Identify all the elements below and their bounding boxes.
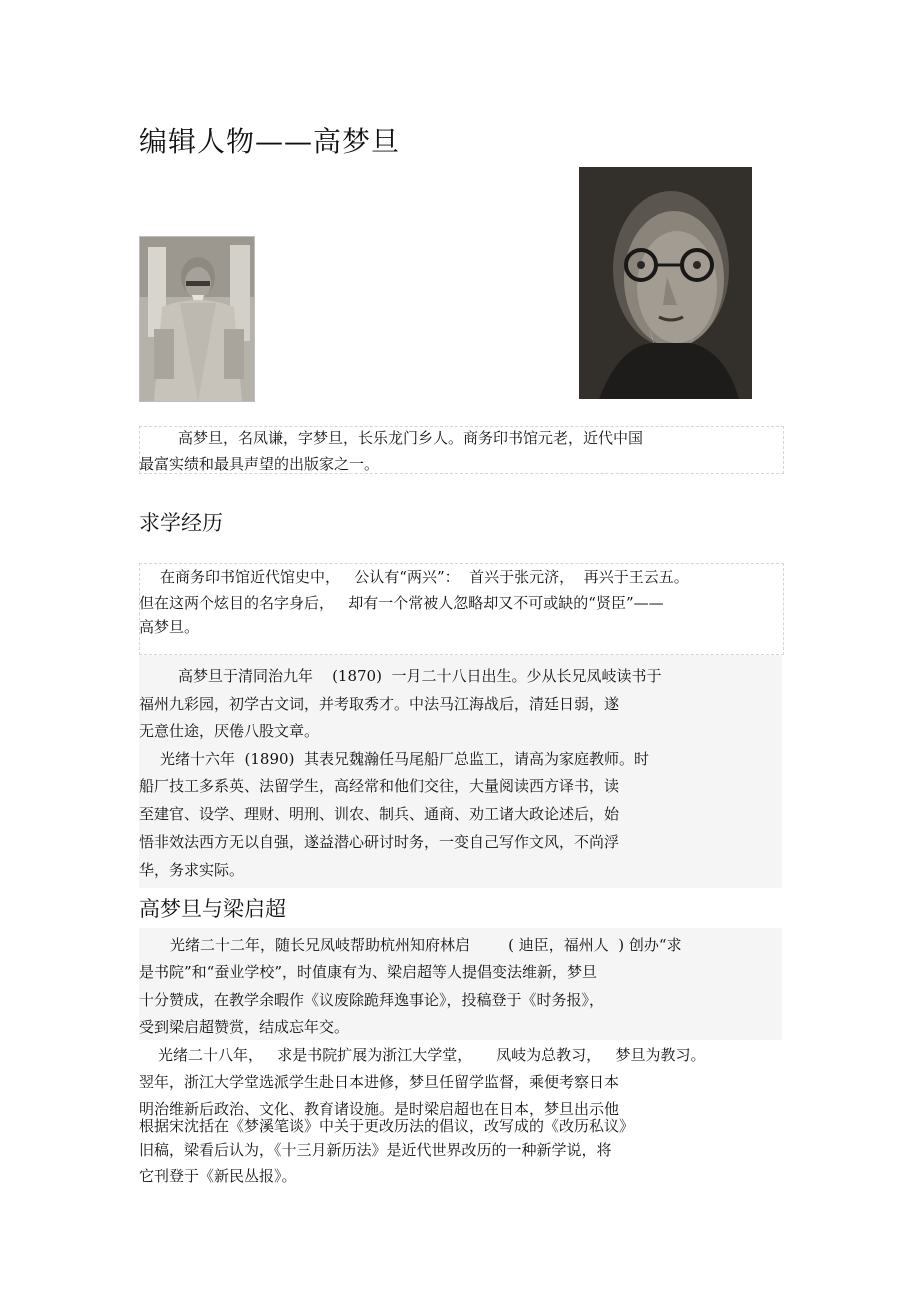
section1-p3-line-2: 船厂技工多系英、法留学生，高经常和他们交往，大量阅读西方译书，读 xyxy=(139,777,620,795)
section1-p2-line-2: 福州九彩园，初学古文词，并考取秀才。中法马江海战后，清廷日弱，遂 xyxy=(139,695,620,713)
intro-line-2: 最富实绩和最具声望的出版家之一。 xyxy=(139,455,380,473)
section2-p2-line-5: 旧稿，梁看后认为，《十三月新历法》是近代世界改历的一种新学说，将 xyxy=(139,1141,612,1159)
section1-p1-line-3: 高梦旦。 xyxy=(139,618,200,636)
section1-p2-line-1: 高梦旦于清同治九年 (1870) 一月二十八日出生。少从长兄凤岐读书于 xyxy=(178,667,662,685)
section1-p3-line-4: 悟非效法西方无以自强，遂益潜心研讨时务，一变自己写作文风，不尚浮 xyxy=(139,833,620,851)
section1-p1-line-2: 但在这两个炫目的名字身后， 却有一个常被人忽略却又不可或缺的“贤臣”—— xyxy=(139,594,664,612)
close-portrait-image xyxy=(579,167,752,399)
section1-p2-line-3: 无意仕途，厌倦八股文章。 xyxy=(139,722,320,740)
section1-p1-line-1: 在商务印书馆近代馆史中， 公认有“两兴”： 首兴于张元济， 再兴于王云五。 xyxy=(160,568,689,586)
section2-p1-line-1: 光绪二十二年，随长兄凤岐帮助杭州知府林启 ( 迪臣，福州人 ) 创办“求 xyxy=(170,936,682,954)
section2-p1-line-4: 受到梁启超赞赏，结成忘年交。 xyxy=(139,1018,350,1036)
section2-p2-line-2: 翌年，浙江大学堂选派学生赴日本进修，梦旦任留学监督，乘便考察日本 xyxy=(139,1073,620,1091)
section2-p1-line-3: 十分赞成，在教学余暇作《议废除跪拜逸事论》，投稿登于《时务报》， xyxy=(139,991,605,1009)
section2-p2-line-1: 光绪二十八年， 求是书院扩展为浙江大学堂， 凤岐为总教习， 梦旦为教习。 xyxy=(158,1046,706,1064)
section1-p3-line-3: 至建官、设学、理财、明刑、训农、制兵、通商、劝工诸大政论述后，始 xyxy=(139,805,620,823)
section2-p2-line-3: 明治维新后政治、文化、教育诸设施。是时梁启超也在日本，梦旦出示他 xyxy=(139,1100,620,1118)
section-heading-study: 求学经历 xyxy=(139,511,223,535)
section-heading-liang: 高梦旦与梁启超 xyxy=(139,897,286,921)
page-title: 编辑人物——高梦旦 xyxy=(139,125,401,158)
section1-p3-line-5: 华，务求实际。 xyxy=(139,861,245,879)
intro-line-1: 高梦旦，名凤谦，字梦旦，长乐龙门乡人。商务印书馆元老，近代中国 xyxy=(178,429,644,447)
section2-p2-line-6: 它刊登于《新民丛报》。 xyxy=(139,1167,297,1185)
standing-portrait-image xyxy=(140,237,254,401)
section1-p3-line-1: 光绪十六年 (1890) 其表兄魏瀚任马尾船厂总监工，请高为家庭教师。时 xyxy=(160,750,649,768)
photo-large xyxy=(579,167,752,399)
section2-p2-line-4: 根据宋沈括在《梦溪笔谈》中关于更改历法的倡议，改写成的《改历私议》 xyxy=(139,1117,635,1135)
photo-small xyxy=(139,236,255,402)
section2-p1-line-2: 是书院”和“蚕业学校”，时值康有为、梁启超等人提倡变法维新，梦旦 xyxy=(139,963,598,981)
